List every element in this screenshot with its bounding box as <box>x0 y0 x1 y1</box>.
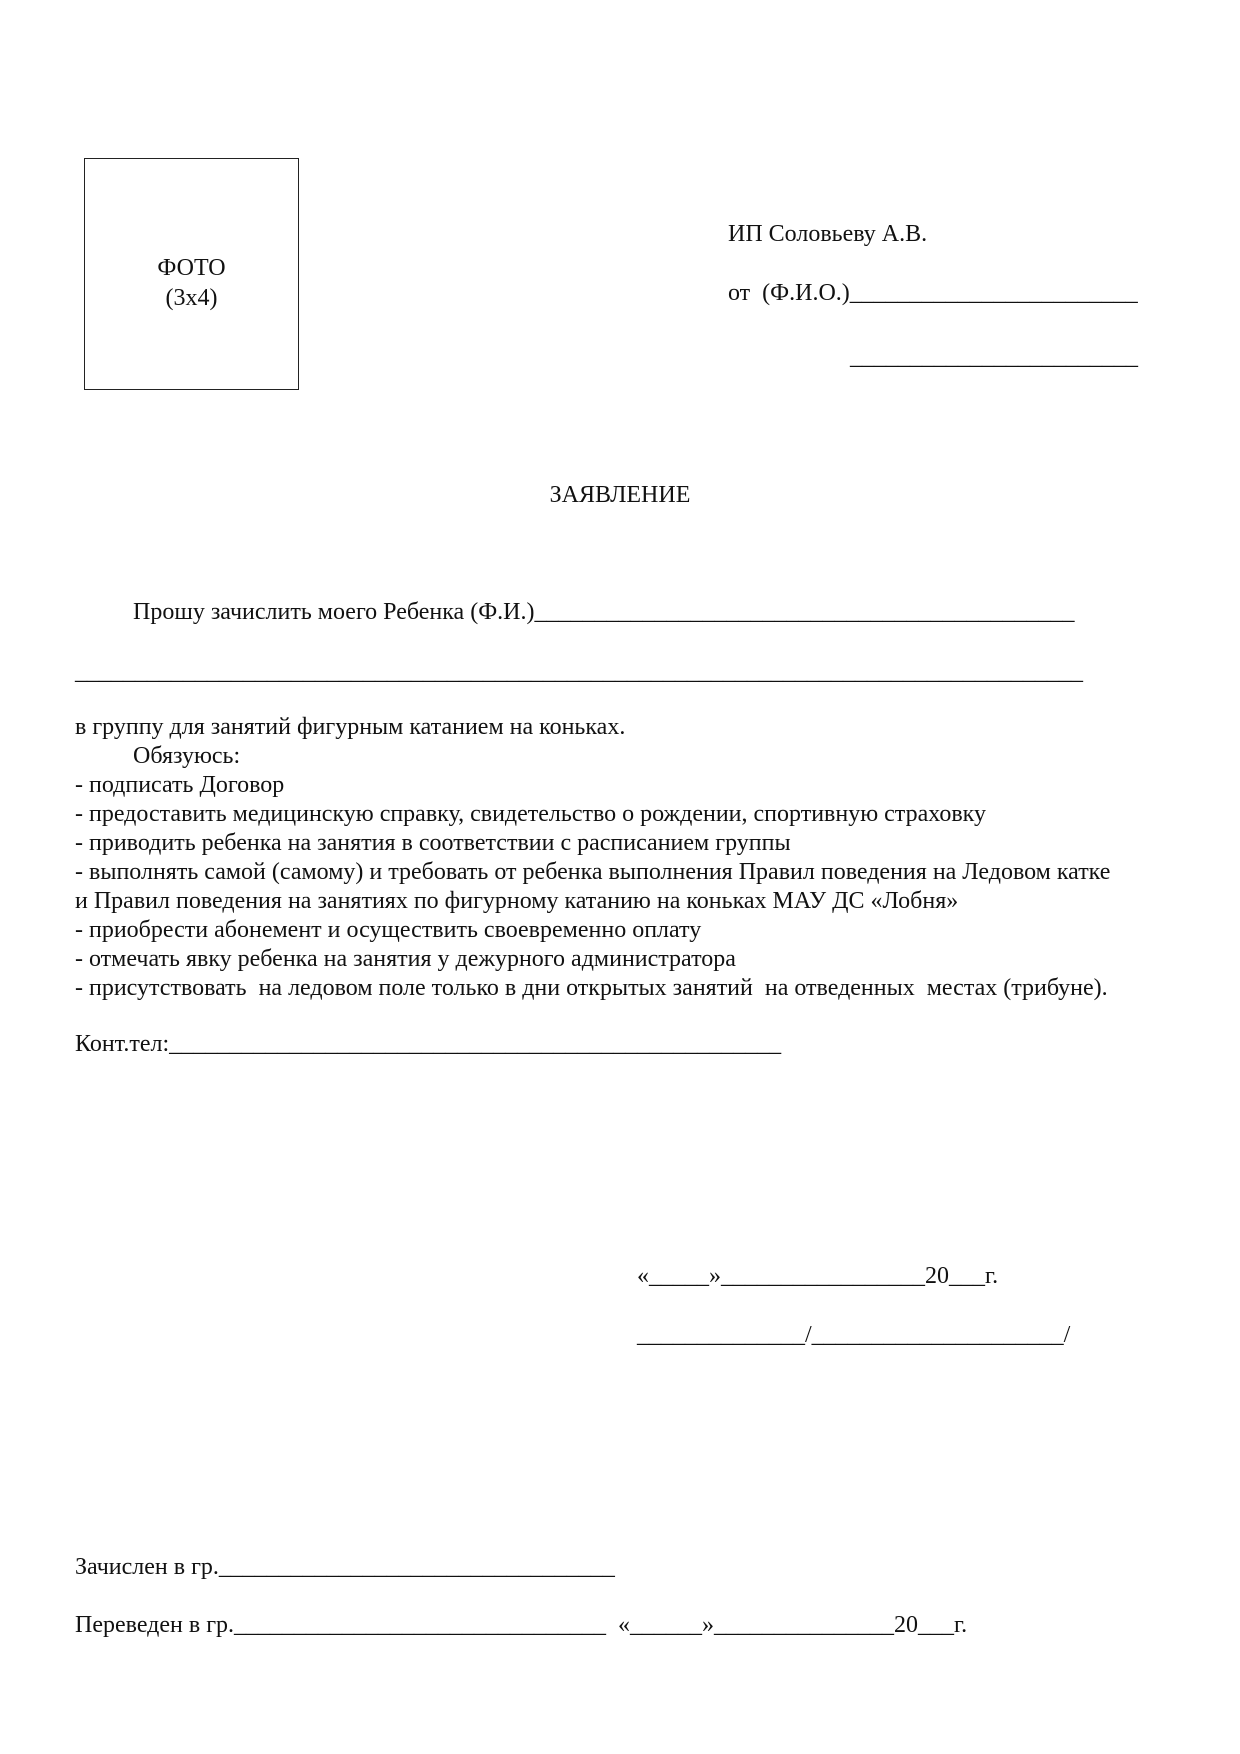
enrolled-group-field: Зачислен в гр._________________________________ <box>75 1554 615 1580</box>
obligation-item: и Правил поведения на занятиях по фигурному катанию на коньках МАУ ДС «Лобня» <box>75 888 959 914</box>
transferred-group-field: Переведен в гр._______________________________ «______»_______________20___г. <box>75 1612 968 1638</box>
child-name-blank-line: ____________________________________________________________________________________ <box>75 659 1083 685</box>
obligation-item: - приобрести абонемент и осуществить своевременно оплату <box>75 917 702 943</box>
obligation-item: - выполнять самой (самому) и требовать от ребенка выполнения Правил поведения на Ледовом катке <box>75 859 1111 885</box>
obligation-item: - подписать Договор <box>75 772 285 798</box>
obligations-heading: Обязуюсь: <box>133 743 241 769</box>
obligation-item: - присутствовать на ледовом поле только в дни открытых занятий на отведенных местах (трибуне). <box>75 975 1108 1001</box>
document-title: ЗАЯВЛЕНИЕ <box>549 482 691 508</box>
child-name-field: Прошу зачислить моего Ребенка (Ф.И.)_____________________________________________ <box>133 599 1075 625</box>
obligation-item: - приводить ребенка на занятия в соответствии с расписанием группы <box>75 830 791 856</box>
photo-size: (3х4) <box>165 285 218 311</box>
date-field: «_____»_________________20___г. <box>637 1263 999 1289</box>
obligation-item: - предоставить медицинскую справку, свидетельство о рождении, спортивную страховку <box>75 801 986 827</box>
signature-field: ______________/_____________________/ <box>637 1322 1071 1348</box>
photo-placeholder <box>84 158 299 390</box>
photo-label: ФОТО <box>157 255 226 281</box>
group-line: в группу для занятий фигурным катанием на коньках. <box>75 714 626 740</box>
addressee-from-field: от (Ф.И.О.)________________________ <box>728 280 1138 306</box>
addressee-from-continuation: ________________________ <box>850 344 1138 370</box>
addressee-to: ИП Соловьеву А.В. <box>728 221 928 247</box>
contact-phone-field: Конт.тел:___________________________________________________ <box>75 1031 782 1057</box>
obligation-item: - отмечать явку ребенка на занятия у дежурного администратора <box>75 946 736 972</box>
